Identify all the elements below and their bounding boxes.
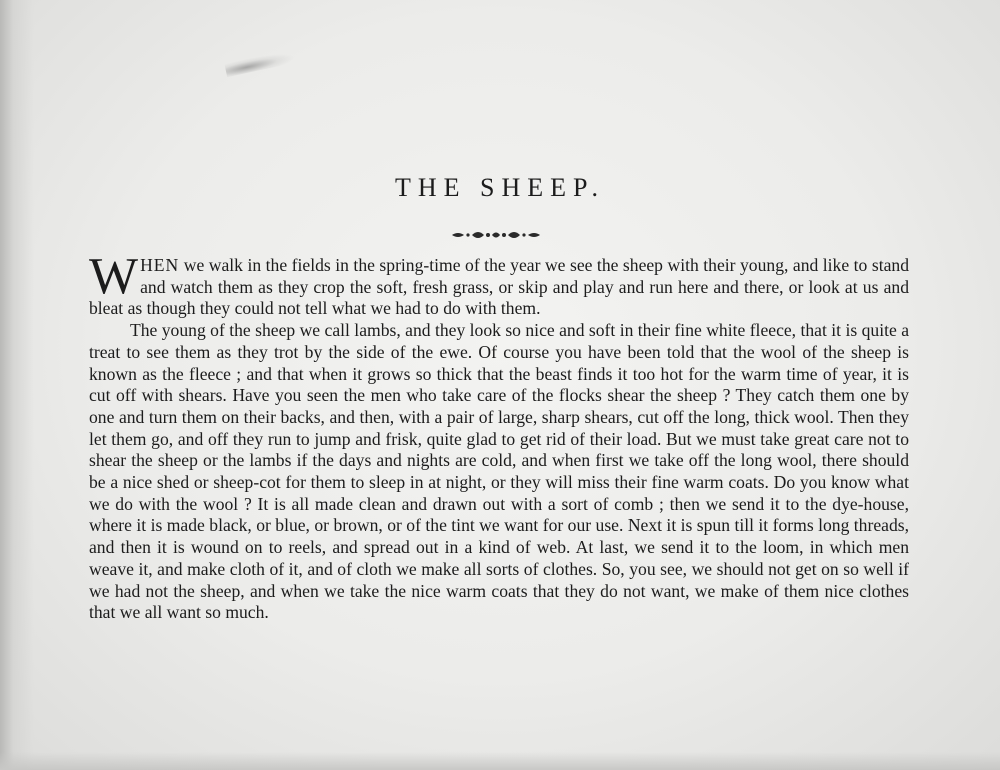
paragraph-1-text: we walk in the fields in the spring-time of the year we see the sheep with their young, and like to stand and watch them as they crop the soft, fresh grass, or skip and play and run here and there, or look at us and bleat as though they could not tell what we had to do with them.	[89, 255, 909, 319]
drop-cap: W	[89, 248, 137, 305]
ornamental-rule-icon	[450, 228, 542, 242]
page-bottom-shadow	[0, 752, 1000, 770]
page-title: THE SHEEP.	[394, 173, 606, 202]
first-word-smallcaps: HEN	[140, 255, 180, 275]
page-gutter-shadow	[0, 0, 34, 770]
body-text	[89, 248, 909, 624]
paragraph-1	[89, 248, 909, 320]
ink-smudge	[224, 49, 295, 77]
paragraph-2: The young of the sheep we call lambs, and they look so nice and soft in their fine white fleece, that it is quite a treat to see them as they trot by the side of the ewe. Of course you have been told that the wool of the sheep is known as the fleece ; and that when it grows so thick that the beast finds it too hot for the warm time of year, it is cut off with shears. Have you seen the men who take care of the flocks shear the sheep ? They catch them one by one and turn them on their backs, and then, with a pair of large, sharp shears, cut off the long, thick wool. Then they let them go, and off they run to jump and frisk, quite glad to get rid of their load. But we must take great care not to shear the sheep or the lambs if the days and nights are cold, and when first we take off the long wool, there should be a nice shed or sheep-cot for them to sleep in at night, or they will miss their fine warm coats. Do you know what we do with the wool ? It is all made clean and drawn out with a sort of comb ; then we send it to the dye-house, where it is made black, or blue, or brown, or of the tint we want for our use. Next it is spun till it forms long threads, and then it is wound on to reels, and spread out in a kind of web. At last, we send it to the loom, in which men weave it, and make cloth of it, and of cloth we make all sorts of clothes. So, you see, we should not get on so well if we had not the sheep, and when we take the nice warm coats that they do not want, we make of them nice clothes that we all want so much.	[89, 320, 909, 623]
